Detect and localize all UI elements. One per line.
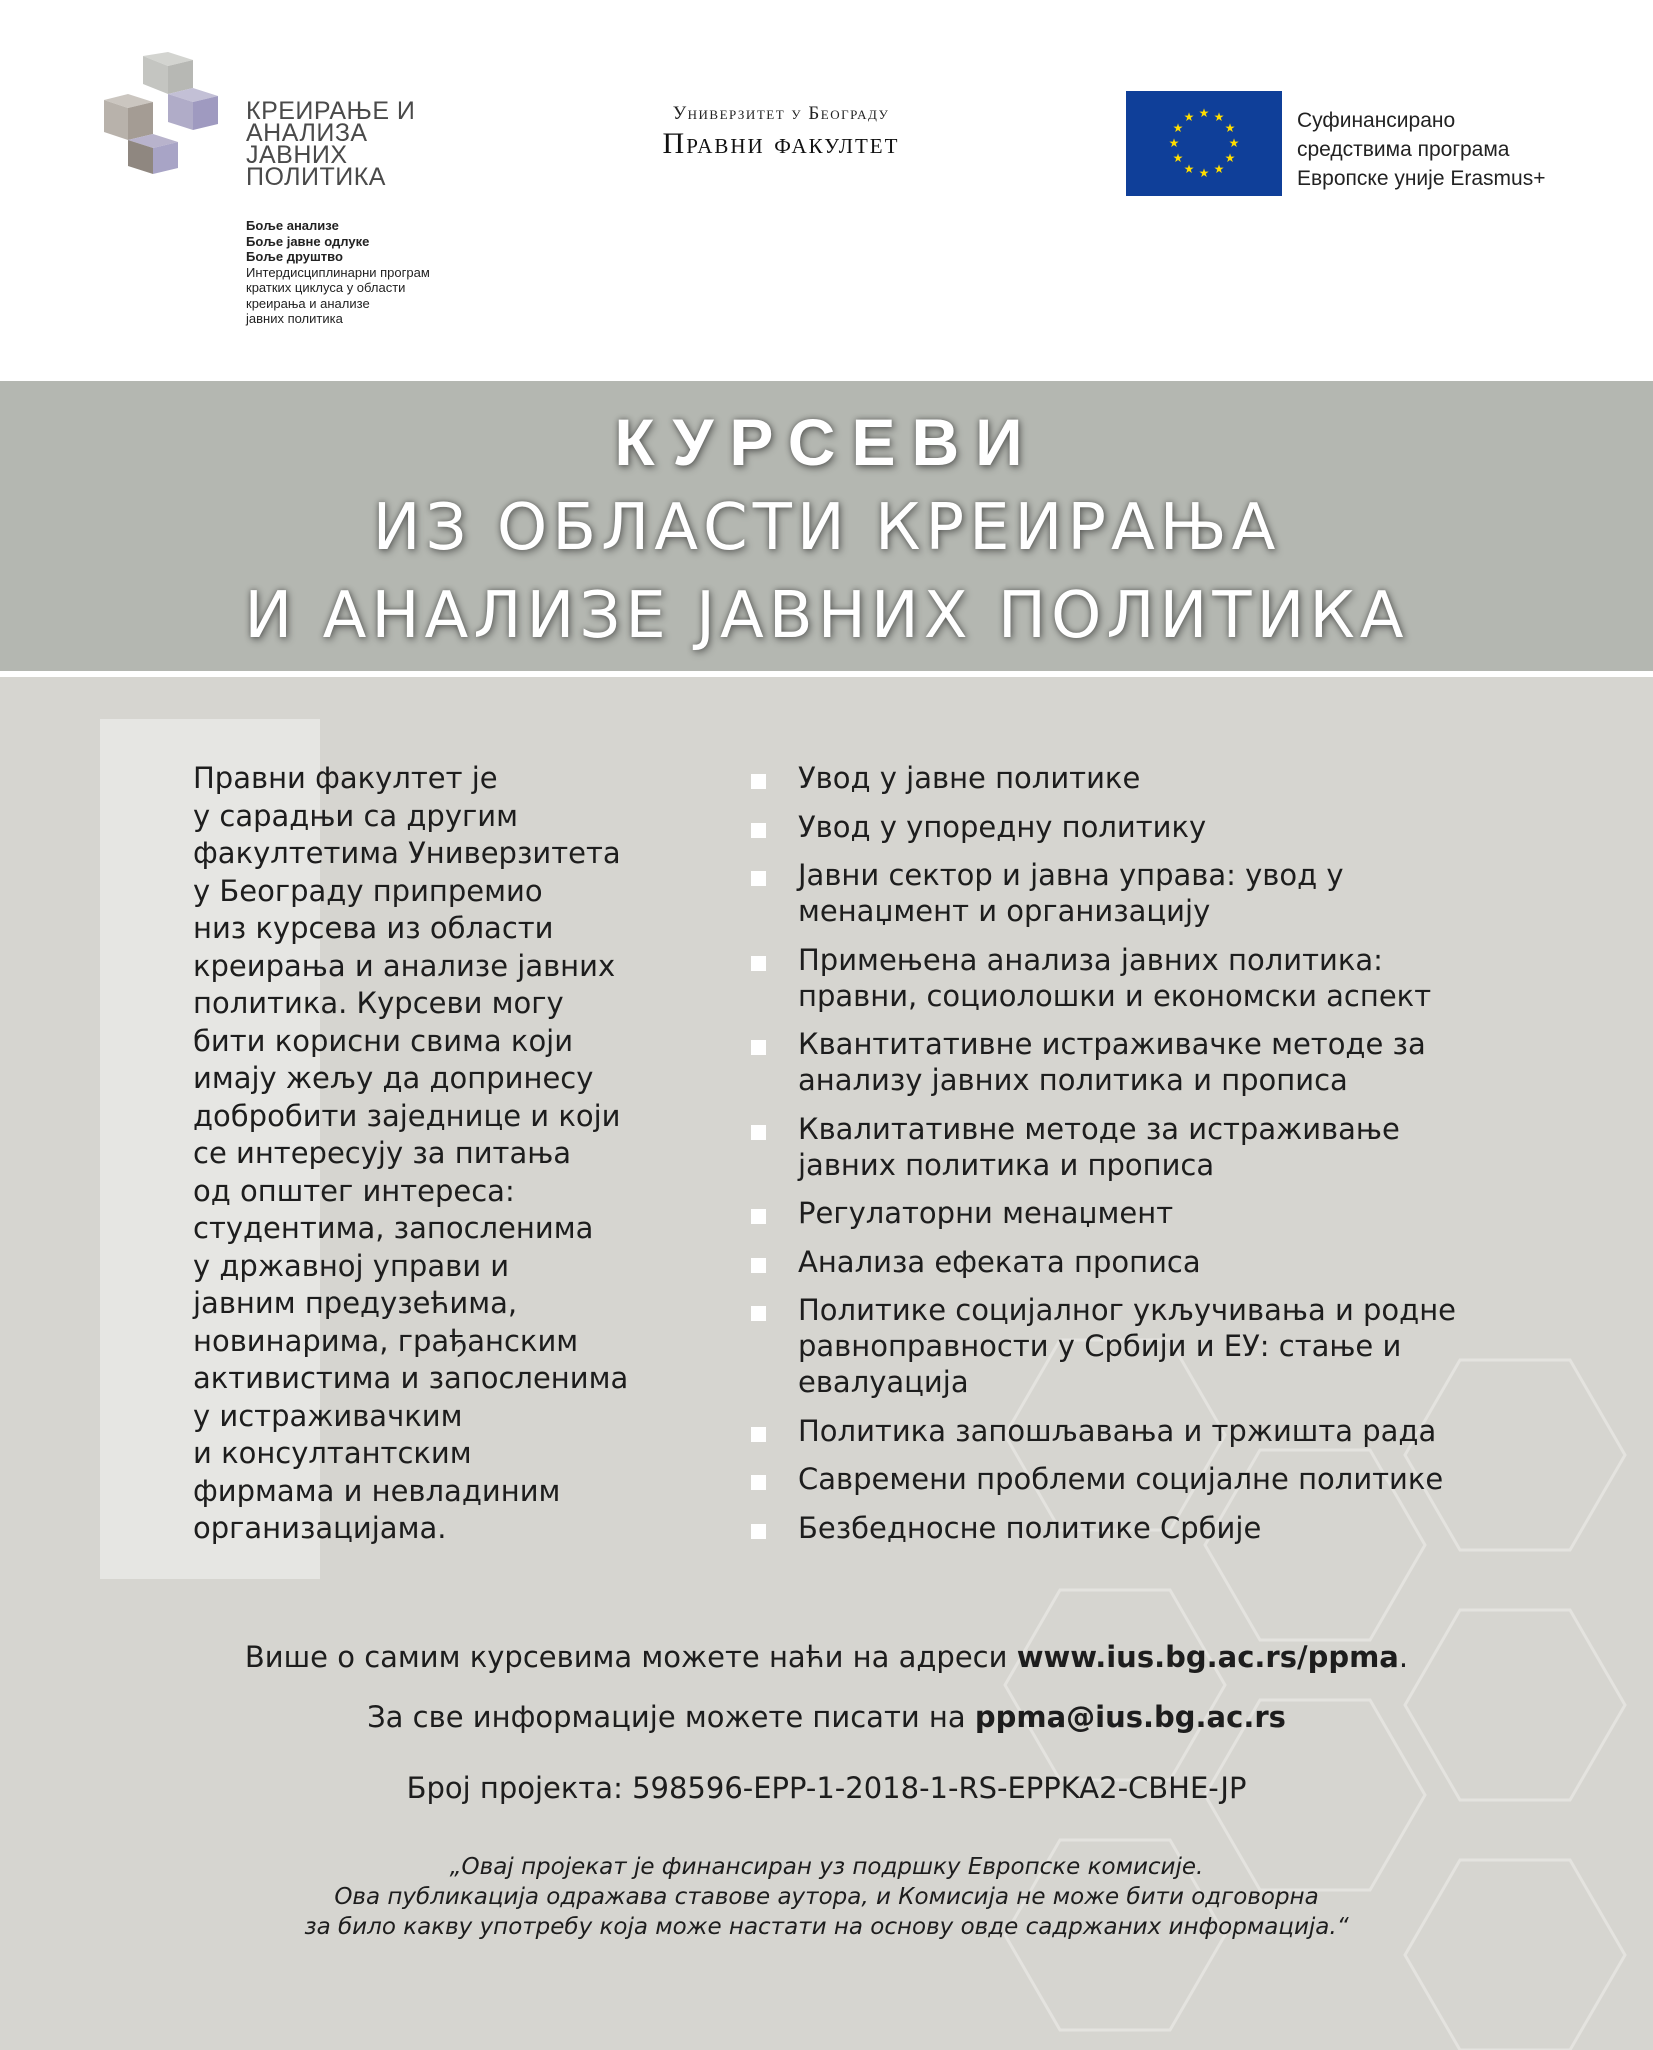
email-link[interactable]: ppma@ius.bg.ac.rs: [974, 1700, 1286, 1734]
intro-line: се интересују за питања: [193, 1136, 572, 1170]
svg-text:★: ★: [1224, 121, 1236, 135]
tagline-line: креирања и анализе: [246, 295, 370, 311]
eu-text-line: Суфинансирано: [1297, 109, 1456, 132]
logo-title-line: ПОЛИТИКА: [246, 163, 386, 191]
contact-text: За све информације можете писати на: [367, 1700, 975, 1734]
intro-line: добробити заједнице и који: [193, 1098, 621, 1133]
course-item: [748, 1026, 1608, 1098]
title-line-2: ИЗ ОБЛАСТИ КРЕИРАЊА: [372, 491, 1281, 565]
disclaimer: [0, 1852, 1653, 1942]
bullet-square-icon: [751, 1209, 766, 1224]
tagline-line: јавних политика: [246, 311, 343, 326]
course-item: [748, 942, 1608, 1014]
contact-line: [0, 1700, 1653, 1734]
course-line: анализу јавних политика и прописа: [798, 1063, 1348, 1097]
course-line: јавних политика и прописа: [798, 1147, 1215, 1182]
more-info-suffix: .: [1398, 1640, 1409, 1674]
course-item: [748, 1413, 1608, 1449]
tagline-bold-line: Боље анализе: [246, 218, 339, 233]
bullet-square-icon: [751, 1475, 766, 1490]
bullet-square-icon: [751, 956, 766, 971]
course-item: [748, 809, 1608, 845]
disclaimer-line: Ова публикација одражава ставове аутора, и Комисија не може бити одговорна: [334, 1884, 1319, 1910]
disclaimer-line: за било какву употребу која може настати на основу овде садржаних информација.“: [304, 1914, 1349, 1940]
svg-text:★: ★: [1198, 166, 1210, 180]
course-line: правни, социолошки и економски аспект: [798, 978, 1432, 1013]
course-item: [748, 1111, 1608, 1183]
intro-line: низ курсева из области: [193, 911, 554, 945]
course-line: Савремени проблеми социјалне политике: [798, 1462, 1444, 1496]
intro-line: студентима, запосленима: [193, 1211, 594, 1245]
tagline-bold-line: Боље друштво: [246, 249, 343, 264]
intro-line: у истраживачким: [193, 1398, 463, 1433]
header: [0, 0, 1653, 380]
course-line: Јавни сектор и јавна управа: увод у: [798, 858, 1344, 892]
tagline-bold-line: Боље јавне одлуке: [246, 233, 370, 249]
intro-line: и консултантским: [193, 1436, 472, 1470]
program-tagline: [246, 218, 430, 327]
cubes-logo-icon: [98, 50, 248, 180]
bullet-square-icon: [751, 774, 766, 789]
intro-text: [193, 760, 713, 1548]
svg-text:★: ★: [1198, 106, 1210, 120]
faculty-name: Правни факултет: [662, 127, 900, 160]
bullet-square-icon: [751, 1040, 766, 1055]
logo-title-line: КРЕИРАЊЕ И: [246, 97, 416, 125]
bullet-square-icon: [751, 1524, 766, 1539]
course-line: Увод у упоредну политику: [798, 809, 1207, 844]
course-item: [748, 1292, 1608, 1400]
intro-line: бити корисни свима који: [193, 1023, 574, 1058]
bullet-square-icon: [751, 823, 766, 838]
intro-line: у државној управи и: [193, 1248, 510, 1283]
course-line: евалуација: [798, 1365, 969, 1399]
course-item: [748, 1195, 1608, 1231]
svg-text:★: ★: [1228, 136, 1240, 150]
course-item: [748, 760, 1608, 796]
intro-line: од општег интереса:: [193, 1173, 515, 1208]
svg-text:★: ★: [1213, 162, 1225, 176]
bullet-square-icon: [751, 1306, 766, 1321]
project-number: Број пројекта: 598596-EPP-1-2018-1-RS-EPPKA2-CBHE-JP: [406, 1771, 1247, 1805]
tagline-line: кратких циклуса у области: [246, 280, 406, 295]
eu-text-line: средствима програма: [1297, 138, 1510, 161]
more-info-line: [0, 1640, 1653, 1674]
title-line-3: И АНАЛИЗЕ ЈАВНИХ ПОЛИТИКА: [244, 579, 1409, 653]
logo-title-line: АНАЛИЗА: [246, 119, 368, 147]
svg-text:★: ★: [1172, 151, 1184, 165]
course-item: [748, 1244, 1608, 1280]
intro-line: политика. Курсеви могу: [193, 986, 564, 1020]
course-line: Политика запошљавања и тржишта рада: [798, 1413, 1437, 1448]
eu-flag-icon: [1126, 91, 1282, 196]
intro-line: у Београду припремио: [193, 873, 543, 908]
intro-line: Правни факултет је: [193, 761, 498, 795]
bullet-square-icon: [751, 1258, 766, 1273]
bullet-square-icon: [751, 871, 766, 886]
intro-line: имају жељу да допринесу: [193, 1061, 594, 1095]
svg-text:★: ★: [1168, 136, 1180, 150]
course-line: Политике социјалног укључивања и родне: [798, 1293, 1457, 1327]
course-item: [748, 1461, 1608, 1497]
page-title: [0, 400, 1653, 660]
svg-text:★: ★: [1183, 110, 1195, 124]
logo-title-line: ЈАВНИХ: [246, 141, 348, 169]
course-line: Регулаторни менаџмент: [798, 1196, 1174, 1230]
course-line: Безбедносне политике Србије: [798, 1510, 1262, 1545]
intro-line: активистима и запосленима: [193, 1361, 629, 1395]
svg-text:★: ★: [1224, 151, 1236, 165]
course-line: равноправности у Србији и ЕУ: стање и: [798, 1329, 1402, 1363]
course-item: [748, 857, 1608, 929]
intro-line: новинарима, грађанским: [193, 1323, 579, 1358]
course-line: менаџмент и организацију: [798, 894, 1211, 928]
university-logo: [606, 103, 956, 161]
tagline-line: Интердисциплинарни програм: [246, 264, 430, 280]
svg-text:★: ★: [1183, 162, 1195, 176]
course-line: Примењена анализа јавних политика:: [798, 942, 1383, 977]
course-line: Анализа ефеката прописа: [798, 1244, 1201, 1279]
intro-line: фирмама и невладиним: [193, 1473, 561, 1508]
bullet-square-icon: [751, 1427, 766, 1442]
eu-text-line: Европске уније Erasmus+: [1297, 167, 1546, 190]
course-line: Квантитативне истраживачке методе за: [798, 1027, 1426, 1061]
university-name: Универзитет у Београду: [672, 103, 890, 124]
intro-line: у сарадњи са другим: [193, 798, 518, 833]
course-item: [748, 1510, 1608, 1546]
more-info-text: Више о самим курсевима можете наћи на адреси: [244, 1640, 1017, 1674]
eu-stars: [1126, 91, 1282, 196]
intro-line: креирања и анализе јавних: [193, 948, 616, 983]
course-line: Квалитативне методе за истраживање: [798, 1111, 1400, 1146]
title-line-1: КУРСЕВИ: [614, 405, 1039, 479]
svg-text:★: ★: [1172, 121, 1184, 135]
program-logo-title: [246, 97, 416, 191]
program-logo: [98, 50, 478, 350]
bullet-square-icon: [751, 1125, 766, 1140]
website-link[interactable]: www.ius.bg.ac.rs/ppma: [1016, 1640, 1399, 1674]
intro-line: факултетима Универзитета: [193, 836, 621, 870]
intro-line: јавним предузећима,: [193, 1286, 518, 1320]
eu-cofunding-text: [1297, 106, 1545, 193]
svg-text:★: ★: [1213, 110, 1225, 124]
disclaimer-line: „Овај пројекат је финансиран уз подршку Европске комисије.: [449, 1854, 1204, 1880]
course-list: [748, 760, 1608, 1558]
intro-line: организацијама.: [193, 1511, 447, 1545]
course-line: Увод у јавне политике: [798, 761, 1141, 795]
